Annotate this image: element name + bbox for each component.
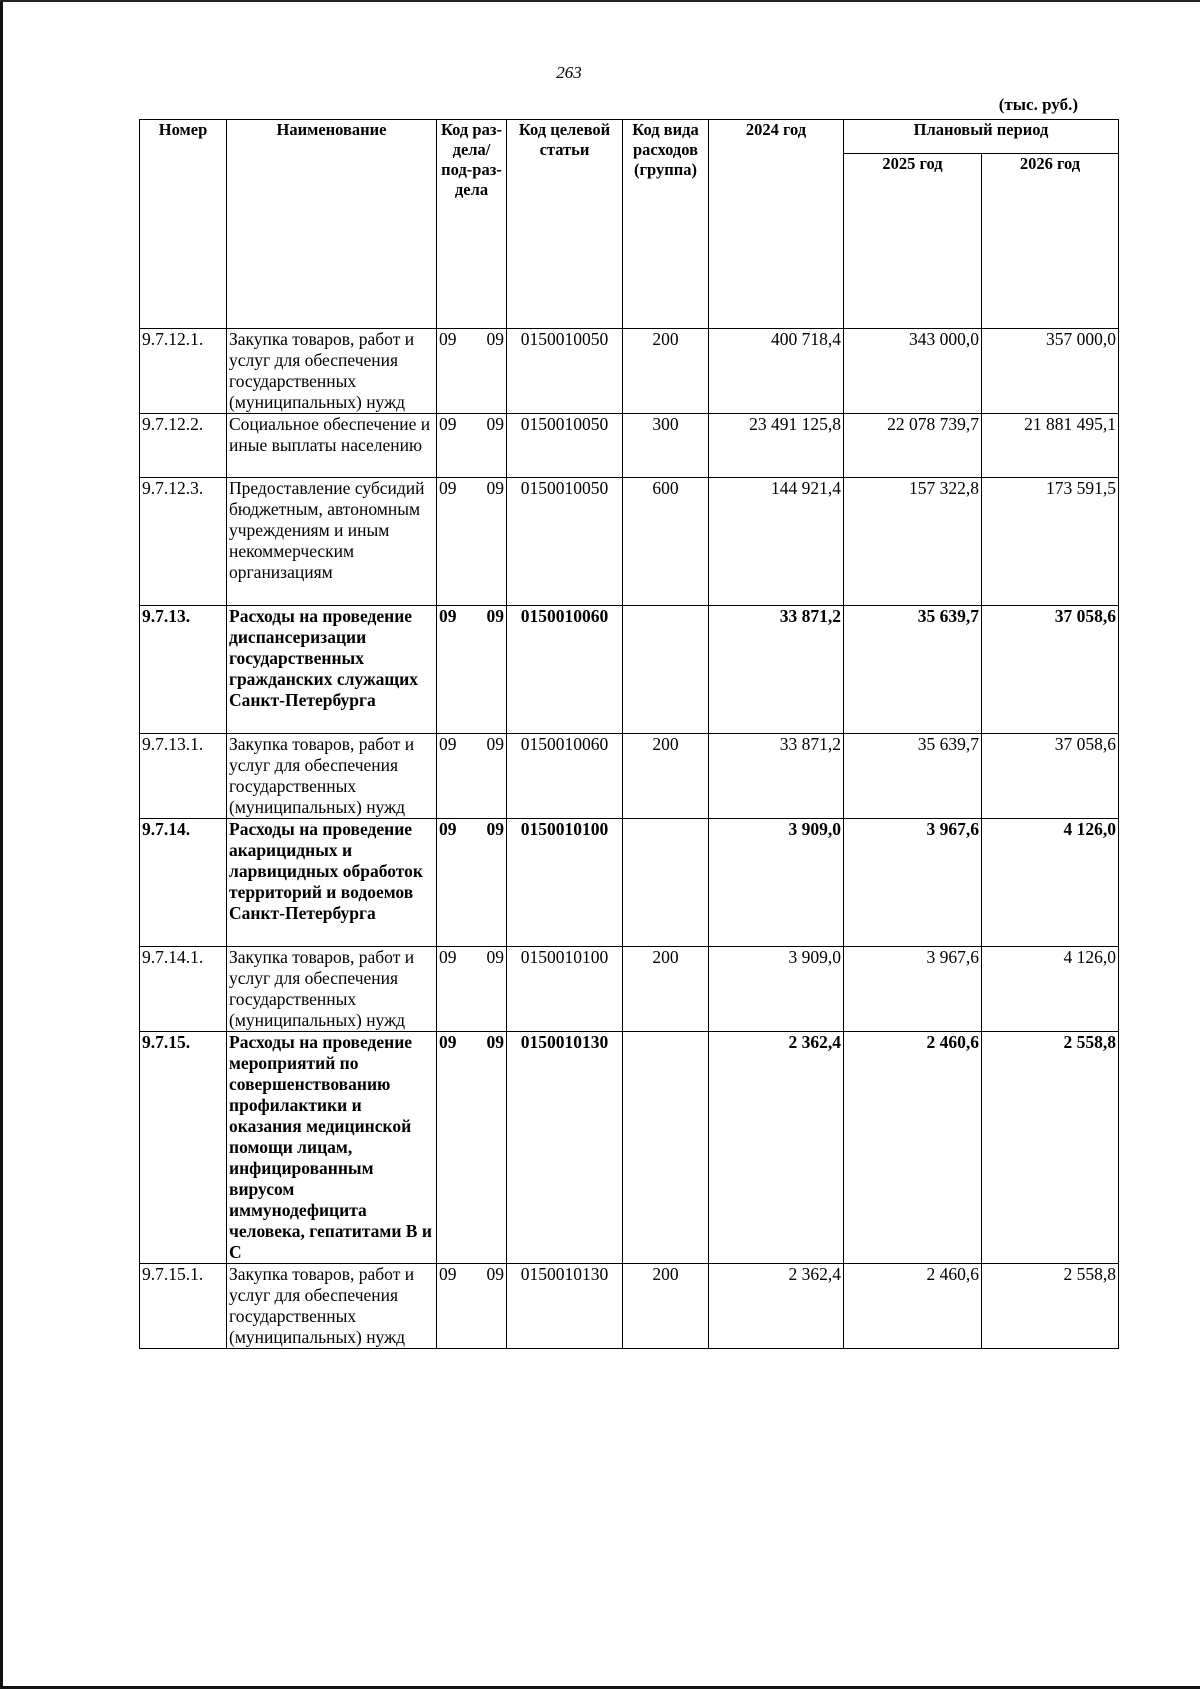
table-row (140, 478, 1119, 606)
section-code: 09 (439, 329, 457, 349)
row-number: 9.7.14.1. (140, 947, 227, 1032)
table-header (140, 120, 1119, 329)
row-name: Закупка товаров, работ и услуг для обеспечения государственных (муниципальных) нужд (227, 329, 437, 414)
row-section-code (437, 414, 507, 478)
row-target-code: 0150010100 (507, 947, 623, 1032)
row-expense-kind: 600 (623, 478, 709, 606)
scan-edge-left (0, 0, 3, 1689)
row-name: Социальное обеспечение и иные выплаты населению (227, 414, 437, 478)
row-name: Предоставление субсидий бюджетным, автономным учреждениям и иным некоммерческим организациям (227, 478, 437, 606)
row-amount-2026: 37 058,6 (982, 734, 1119, 819)
section-code: 09 (439, 414, 457, 434)
row-section-code (437, 947, 507, 1032)
row-name: Закупка товаров, работ и услуг для обеспечения государственных (муниципальных) нужд (227, 734, 437, 819)
row-amount-2024: 400 718,4 (709, 329, 844, 414)
row-number: 9.7.15.1. (140, 1264, 227, 1349)
header-year-2025: 2025 год (844, 154, 982, 329)
header-year-2026: 2026 год (982, 154, 1119, 329)
row-amount-2026: 21 881 495,1 (982, 414, 1119, 478)
row-amount-2026: 37 058,6 (982, 606, 1119, 734)
row-amount-2025: 22 078 739,7 (844, 414, 982, 478)
row-target-code: 0150010130 (507, 1264, 623, 1349)
row-number: 9.7.12.2. (140, 414, 227, 478)
page-number: 263 (556, 63, 582, 82)
row-expense-kind: 200 (623, 1264, 709, 1349)
row-target-code: 0150010100 (507, 819, 623, 947)
row-amount-2024: 144 921,4 (709, 478, 844, 606)
table-row (140, 734, 1119, 819)
row-target-code: 0150010130 (507, 1032, 623, 1264)
row-name: Закупка товаров, работ и услуг для обеспечения государственных (муниципальных) нужд (227, 947, 437, 1032)
table-row (140, 1032, 1119, 1264)
header-expense-kind: Код вида расходов (группа) (623, 120, 709, 329)
section-code: 09 (439, 478, 457, 498)
section-code: 09 (439, 1032, 457, 1052)
section-code: 09 (439, 606, 457, 626)
subsection-code: 09 (486, 734, 504, 754)
row-number: 9.7.13.1. (140, 734, 227, 819)
row-section-code (437, 1264, 507, 1349)
budget-table (139, 119, 1119, 1349)
row-amount-2024: 2 362,4 (709, 1032, 844, 1264)
row-target-code: 0150010060 (507, 734, 623, 819)
header-planned-period: Плановый период (844, 120, 1119, 154)
table-row (140, 329, 1119, 414)
row-expense-kind (623, 819, 709, 947)
row-amount-2024: 23 491 125,8 (709, 414, 844, 478)
row-name: Расходы на проведение акарицидных и ларвицидных обработок территорий и водоемов Санкт-Петербурга (227, 819, 437, 947)
row-amount-2026: 4 126,0 (982, 819, 1119, 947)
table-body (140, 329, 1119, 1349)
subsection-code: 09 (486, 947, 504, 967)
scan-edge-top (0, 0, 1200, 2)
row-amount-2025: 3 967,6 (844, 819, 982, 947)
subsection-code: 09 (486, 606, 504, 626)
row-number: 9.7.14. (140, 819, 227, 947)
row-amount-2024: 3 909,0 (709, 947, 844, 1032)
row-amount-2026: 173 591,5 (982, 478, 1119, 606)
header-year-2024: 2024 год (709, 120, 844, 329)
table-row (140, 606, 1119, 734)
row-expense-kind: 300 (623, 414, 709, 478)
subsection-code: 09 (486, 1032, 504, 1052)
row-target-code: 0150010050 (507, 414, 623, 478)
row-section-code (437, 478, 507, 606)
row-amount-2026: 4 126,0 (982, 947, 1119, 1032)
row-number: 9.7.13. (140, 606, 227, 734)
row-amount-2025: 35 639,7 (844, 734, 982, 819)
row-amount-2025: 35 639,7 (844, 606, 982, 734)
row-section-code (437, 819, 507, 947)
section-code: 09 (439, 734, 457, 754)
row-expense-kind: 200 (623, 734, 709, 819)
subsection-code: 09 (486, 478, 504, 498)
row-name: Расходы на проведение мероприятий по совершенствованию профилактики и оказания медицинской помощи лицам, инфицированным вирусом иммунодефицита человека, гепатитами В и С (227, 1032, 437, 1264)
table-row (140, 1264, 1119, 1349)
row-amount-2025: 343 000,0 (844, 329, 982, 414)
row-amount-2025: 2 460,6 (844, 1032, 982, 1264)
section-code: 09 (439, 819, 457, 839)
row-name: Расходы на проведение диспансеризации государственных гражданских служащих Санкт-Петербурга (227, 606, 437, 734)
subsection-code: 09 (486, 329, 504, 349)
table-row (140, 414, 1119, 478)
row-expense-kind: 200 (623, 947, 709, 1032)
row-section-code (437, 734, 507, 819)
row-expense-kind (623, 606, 709, 734)
row-amount-2026: 2 558,8 (982, 1032, 1119, 1264)
row-target-code: 0150010050 (507, 478, 623, 606)
row-target-code: 0150010050 (507, 329, 623, 414)
row-section-code (437, 329, 507, 414)
header-number: Номер (140, 120, 227, 329)
header-target-code: Код целевой статьи (507, 120, 623, 329)
table-row (140, 819, 1119, 947)
row-amount-2024: 33 871,2 (709, 734, 844, 819)
row-amount-2026: 357 000,0 (982, 329, 1119, 414)
row-expense-kind (623, 1032, 709, 1264)
row-amount-2025: 157 322,8 (844, 478, 982, 606)
row-target-code: 0150010060 (507, 606, 623, 734)
row-amount-2024: 2 362,4 (709, 1264, 844, 1349)
header-name: Наименование (227, 120, 437, 329)
section-code: 09 (439, 1264, 457, 1284)
row-amount-2024: 33 871,2 (709, 606, 844, 734)
row-amount-2024: 3 909,0 (709, 819, 844, 947)
unit-label: (тыс. руб.) (998, 95, 1078, 114)
subsection-code: 09 (486, 1264, 504, 1284)
row-section-code (437, 606, 507, 734)
row-expense-kind: 200 (623, 329, 709, 414)
row-amount-2025: 3 967,6 (844, 947, 982, 1032)
row-number: 9.7.15. (140, 1032, 227, 1264)
table-row (140, 947, 1119, 1032)
section-code: 09 (439, 947, 457, 967)
subsection-code: 09 (486, 819, 504, 839)
row-section-code (437, 1032, 507, 1264)
subsection-code: 09 (486, 414, 504, 434)
header-section-code: Код раз-дела/ под-раз-дела (437, 120, 507, 329)
row-name: Закупка товаров, работ и услуг для обеспечения государственных (муниципальных) нужд (227, 1264, 437, 1349)
row-amount-2025: 2 460,6 (844, 1264, 982, 1349)
row-number: 9.7.12.1. (140, 329, 227, 414)
row-amount-2026: 2 558,8 (982, 1264, 1119, 1349)
row-number: 9.7.12.3. (140, 478, 227, 606)
